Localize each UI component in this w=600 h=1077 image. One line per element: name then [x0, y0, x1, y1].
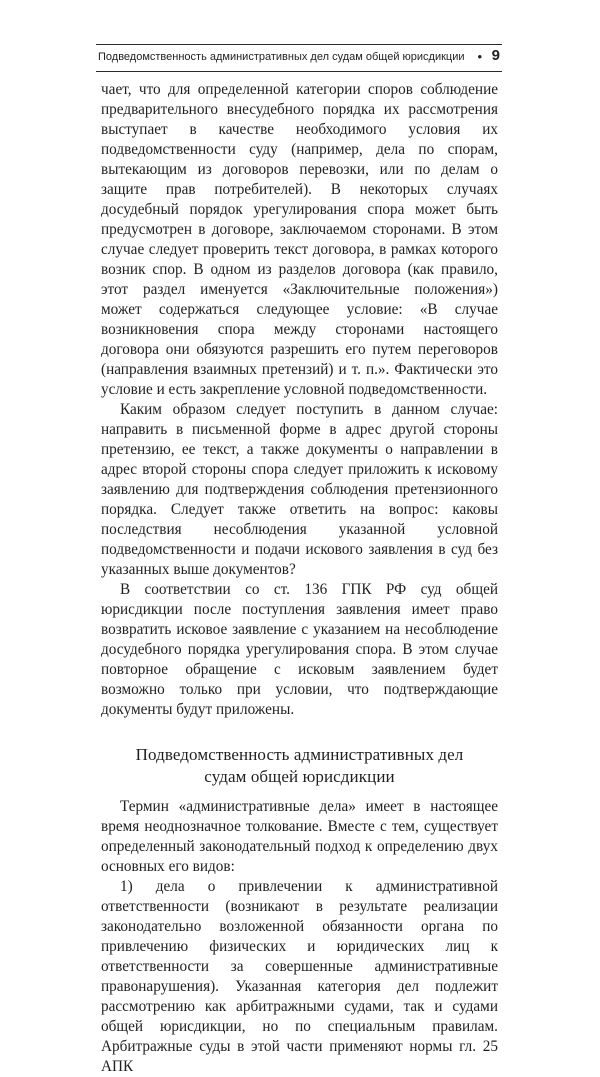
paragraph-1: чает, что для определенной категории споров соблюдение предварительного внесудебного порядка их рассмотрения выступает в качестве необходимого условия их подведомственности суду (например, дела по спорам, вытекающим из договоров перевозки, или по делам о защите прав потребителей). В некоторых случаях досудебный порядок урегулирования спора может быть предусмотрен в договоре, заключаемом сторонами. В этом случае следует проверить текст договора, в рамках которого возник спор. В одном из разделов договора (как правило, этот раздел именуется «Заключительные положения») может содержаться следующее условие: «В случае возникновения спора между сторонами настоящего договора они обязуются разрешить его путем переговоров (направления взаимных претензий) и т. п.». Фактически это условие и есть закрепление условной подведомственности.	[101, 81, 498, 398]
section-paragraph-2: 1) дела о привлечении к административной ответственности (возникают в результате реализации законодательно возложенной обязанности органа по привлечению физических и юридических лиц к ответственности за совершенные административные правонарушения). Указанная категория дел подлежит рассмотрению как арбитражными судами, так и судами общей юрисдикции, но по специальным правилам. Арбитражные суды в этой части применяют нормы гл. 25 АПК	[101, 878, 498, 1075]
page-number: 9	[491, 47, 500, 64]
running-header	[96, 44, 502, 72]
section-paragraph-1: Термин «административные дела» имеет в настоящее время неоднозначное толкование. Вместе с тем, существует определенный законодательный подход к определению двух основных его видов:	[101, 798, 498, 875]
page-body	[101, 80, 498, 1077]
section-title	[101, 744, 498, 788]
bullet-icon: •	[477, 49, 482, 64]
section-title-line-1: Подведомственность административных дел	[135, 745, 464, 764]
running-header-title: Подведомственность административных дел судам общей юрисдикции	[98, 51, 465, 63]
paragraph-3: В соответствии со ст. 136 ГПК РФ суд общей юрисдикции после поступления заявления имеет право возвратить исковое заявление с указанием на несоблюдение досудебного порядка урегулирования спора. В этом случае повторное обращение с исковым заявлением будет возможно только при условии, что подтверждающие документы будут приложены.	[101, 581, 498, 718]
section-title-line-2: судам общей юрисдикции	[204, 767, 395, 786]
paragraph-2: Каким образом следует поступить в данном случае: направить в письменной форме в адрес другой стороны претензию, ее текст, а также документы о направлении в адрес второй стороны спора следует приложить к исковому заявлению для подтверждения соблюдения претензионного порядка. Следует также ответить на вопрос: каковы последствия несоблюдения указанной условной подведомственности и подачи искового заявления в суд без указанных выше документов?	[101, 401, 498, 578]
